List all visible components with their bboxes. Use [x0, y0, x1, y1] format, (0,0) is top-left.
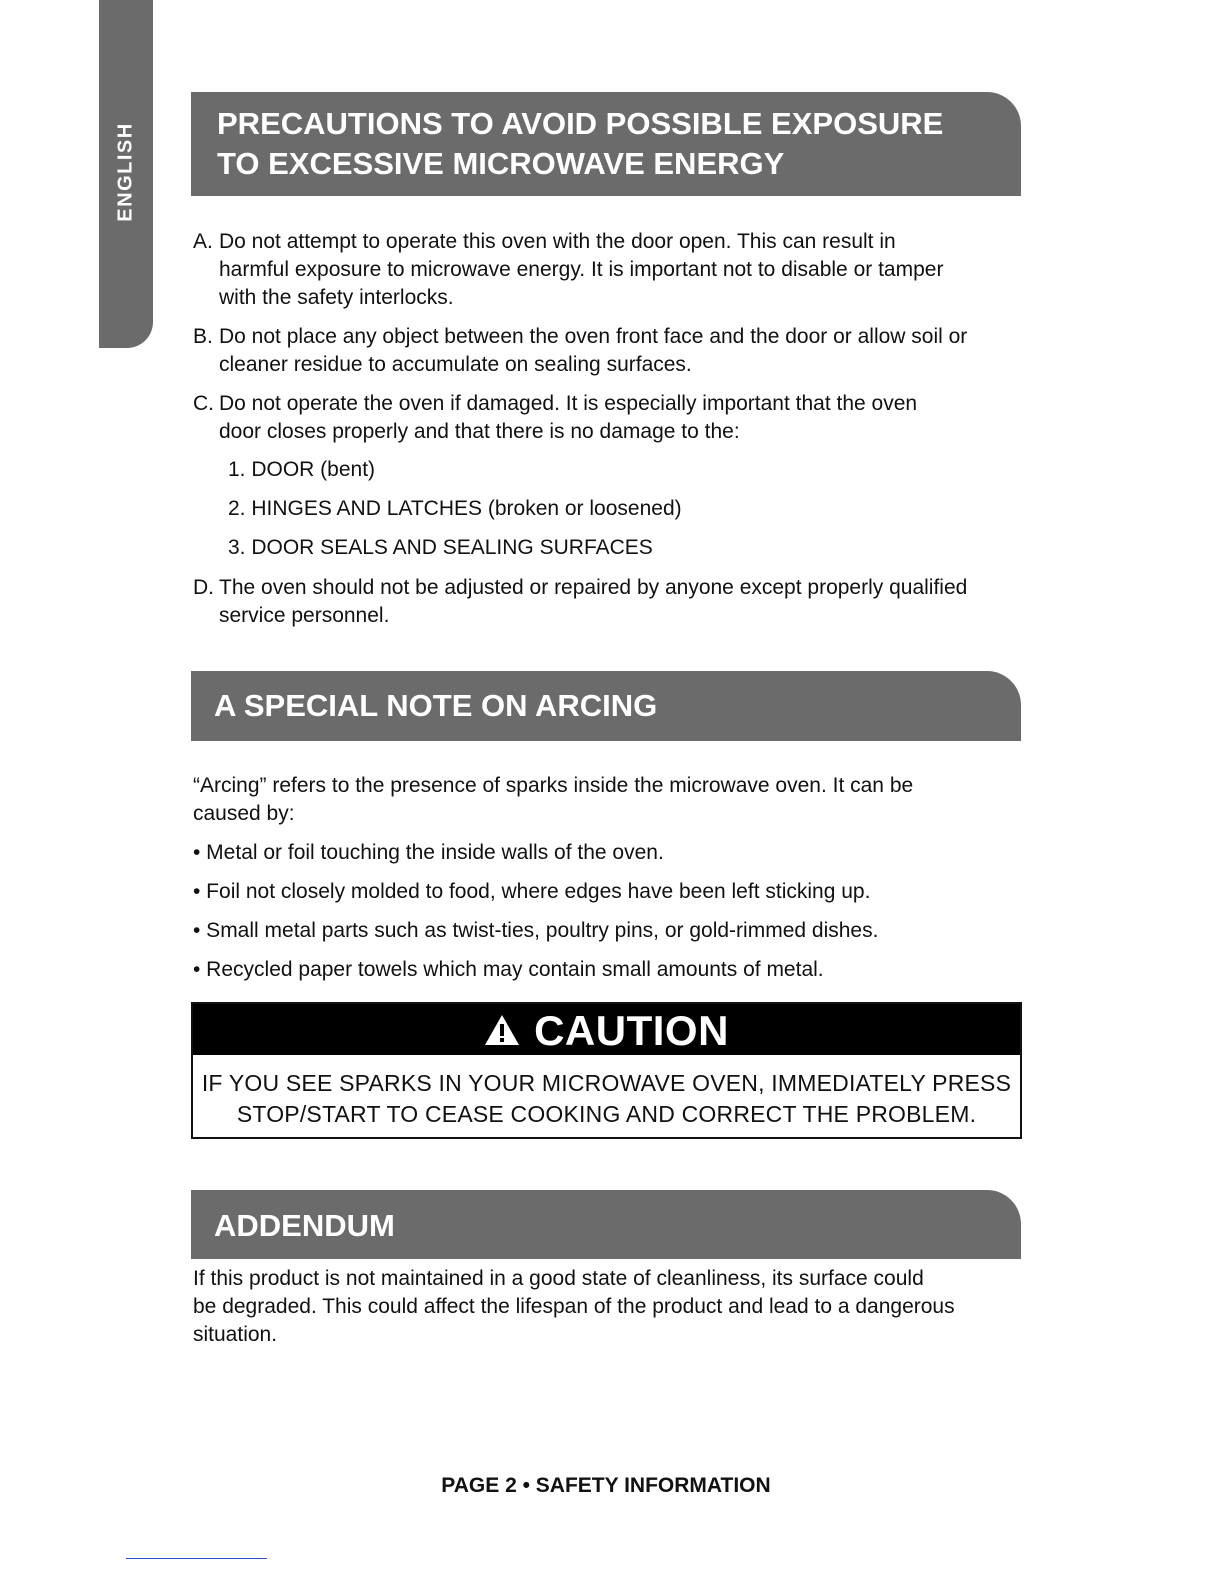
section-header-precautions	[191, 92, 1021, 196]
damage-subitem-3: 3. DOOR SEALS AND SEALING SURFACES	[228, 536, 653, 559]
item-label: A.	[193, 230, 213, 253]
arcing-intro-line-2: caused by:	[193, 802, 295, 825]
section-header-addendum	[191, 1190, 1021, 1259]
precaution-item-a	[193, 228, 1033, 312]
precaution-item-c	[193, 390, 1033, 446]
page-footer: PAGE 2 • SAFETY INFORMATION	[441, 1474, 771, 1497]
section-title: ADDENDUM	[214, 1208, 395, 1243]
arcing-cause-2: • Foil not closely molded to food, where edges have been left sticking up.	[193, 880, 871, 903]
addendum-line-3: situation.	[193, 1323, 278, 1346]
item-text-line: service personnel.	[219, 604, 390, 627]
item-label: B.	[193, 325, 213, 348]
precaution-item-d	[193, 574, 1033, 630]
caution-box	[191, 1002, 1022, 1139]
section-header-arcing	[191, 671, 1021, 741]
item-text-line: with the safety interlocks.	[219, 286, 454, 309]
arcing-cause-3: • Small metal parts such as twist-ties, poultry pins, or gold-rimmed dishes.	[193, 919, 879, 942]
damage-subitem-2: 2. HINGES AND LATCHES (broken or loosened)	[228, 497, 682, 520]
addendum-line-1: If this product is not maintained in a good state of cleanliness, its surface could	[193, 1267, 924, 1290]
item-text-line: Do not place any object between the oven front face and the door or allow soil or	[219, 325, 968, 348]
item-text-line: door closes properly and that there is no damage to the:	[219, 420, 740, 443]
language-tab	[99, 0, 153, 348]
item-text-line: cleaner residue to accumulate on sealing surfaces.	[219, 353, 692, 376]
caution-heading: CAUTION	[534, 1007, 729, 1054]
warning-triangle-icon	[484, 1014, 520, 1046]
caution-line-1: IF YOU SEE SPARKS IN YOUR MICROWAVE OVEN, IMMEDIATELY PRESS	[201, 1070, 1012, 1096]
precaution-item-b	[193, 323, 1033, 379]
arcing-intro	[193, 772, 1033, 828]
addendum-line-2: be degraded. This could affect the lifespan of the product and lead to a dangerous	[193, 1295, 955, 1318]
item-text-line: harmful exposure to microwave energy. It is important not to disable or tamper	[219, 258, 944, 281]
arcing-cause-4: • Recycled paper towels which may contain small amounts of metal.	[193, 958, 824, 981]
damage-subitem-1: 1. DOOR (bent)	[228, 458, 376, 481]
item-label: C.	[193, 392, 214, 415]
item-text-line: Do not operate the oven if damaged. It is especially important that the oven	[219, 392, 918, 415]
item-text-line: The oven should not be adjusted or repaired by anyone except properly qualified	[219, 576, 968, 599]
arcing-intro-line-1: “Arcing” refers to the presence of sparks inside the microwave oven. It can be	[193, 774, 914, 797]
section-title-line-2: TO EXCESSIVE MICROWAVE ENERGY	[217, 146, 785, 181]
addendum-text	[193, 1265, 1033, 1349]
section-title: A SPECIAL NOTE ON ARCING	[214, 688, 658, 723]
bottom-underline-decoration	[126, 1558, 267, 1559]
language-tab-label: ENGLISH	[114, 122, 137, 222]
item-label: D.	[193, 576, 214, 599]
caution-message	[193, 1055, 1020, 1130]
caution-line-2: STOP/START TO CEASE COOKING AND CORRECT THE PROBLEM.	[236, 1101, 977, 1127]
section-title-line-1: PRECAUTIONS TO AVOID POSSIBLE EXPOSURE	[217, 106, 944, 141]
item-text-line: Do not attempt to operate this oven with the door open. This can result in	[219, 230, 896, 253]
caution-heading-bar	[193, 1004, 1020, 1055]
arcing-cause-1: • Metal or foil touching the inside walls of the oven.	[193, 841, 664, 864]
